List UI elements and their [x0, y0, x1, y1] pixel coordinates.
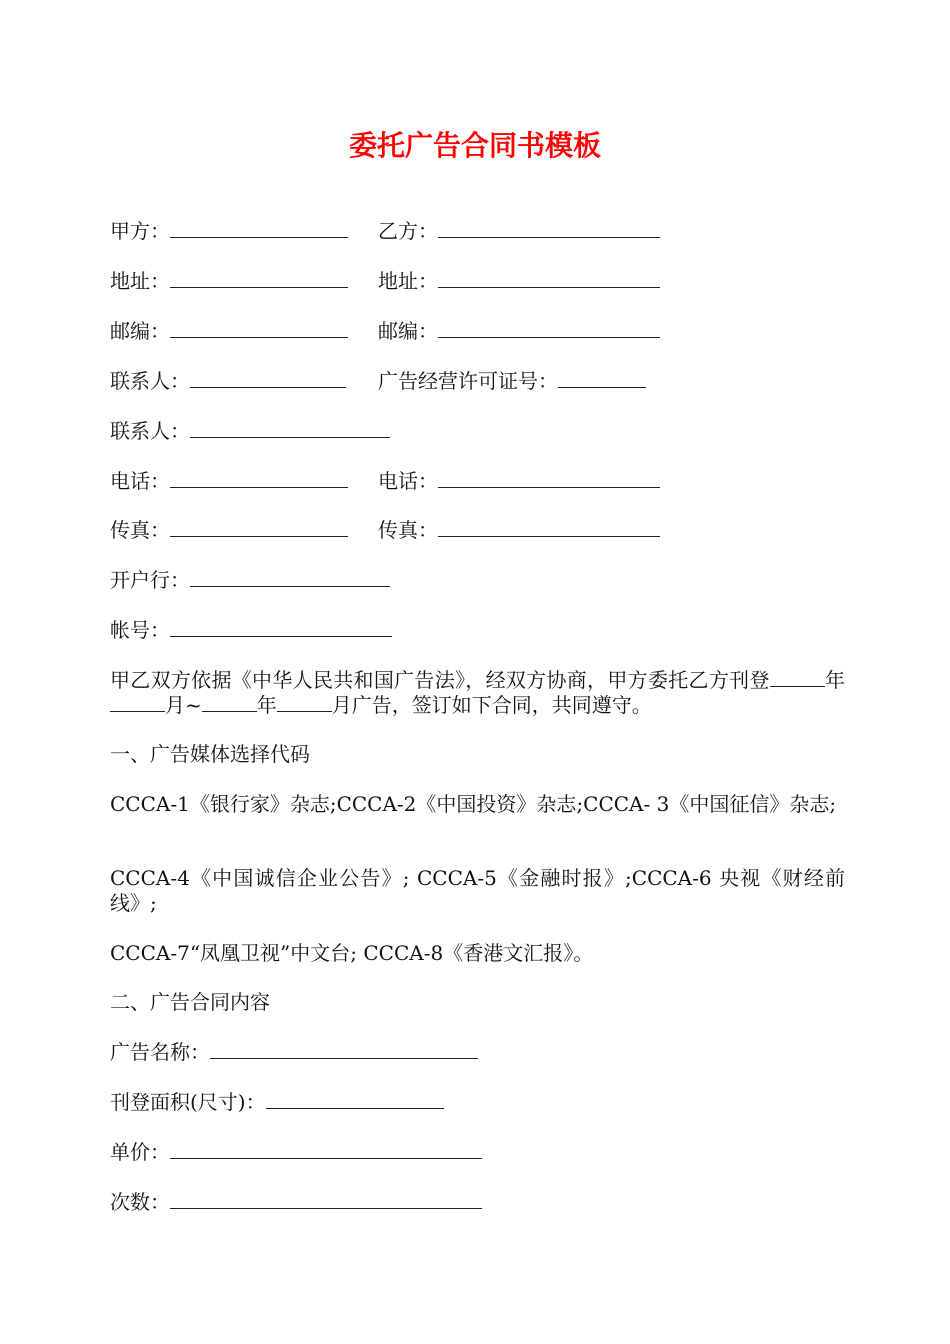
bank-row — [110, 568, 390, 593]
contact-a-blank[interactable] — [190, 369, 346, 388]
document-title: 委托广告合同书模板 — [348, 129, 601, 162]
bank-label: 开户行： — [110, 568, 190, 592]
unit-price-label: 单价： — [110, 1140, 170, 1164]
account-label: 帐号： — [110, 618, 170, 642]
section-heading-content: 二、广告合同内容 — [110, 990, 270, 1014]
unit-price-blank[interactable] — [170, 1140, 482, 1159]
media-codes-3: CCCA-7“凤凰卫视”中文台; CCCA-8《香港文汇报》。 — [110, 941, 594, 965]
postcode-a-row — [110, 319, 348, 344]
license-row — [378, 369, 646, 394]
area-row — [110, 1090, 444, 1115]
times-blank[interactable] — [170, 1190, 482, 1209]
party-row — [110, 219, 348, 244]
fax-b-label: 传真： — [378, 518, 438, 542]
start-year-blank[interactable] — [770, 668, 825, 687]
party-a-label: 甲方： — [110, 219, 170, 243]
phone-a-blank[interactable] — [170, 469, 348, 488]
contact-b-label: 联系人： — [110, 419, 190, 443]
license-blank[interactable] — [558, 369, 646, 388]
end-year-blank[interactable] — [202, 693, 257, 712]
phone-a-label: 电话： — [110, 469, 170, 493]
address-b-row — [378, 269, 660, 294]
fax-b-blank[interactable] — [438, 518, 660, 537]
ad-name-blank[interactable] — [210, 1040, 478, 1059]
phone-b-label: 电话： — [378, 469, 438, 493]
party-b-label: 乙方： — [378, 219, 438, 243]
phone-a-row — [110, 469, 348, 494]
contact-a-label: 联系人： — [110, 369, 190, 393]
unit-price-row — [110, 1140, 482, 1165]
account-row — [110, 618, 392, 643]
ad-name-row — [110, 1040, 478, 1065]
end-month-blank[interactable] — [277, 693, 332, 712]
license-label: 广告经营许可证号： — [378, 369, 558, 393]
intro-text: 甲乙双方依据《中华人民共和国广告法》，经双方协商，甲方委托乙方刊登 — [110, 668, 770, 692]
intro-paragraph — [110, 668, 845, 718]
postcode-b-blank[interactable] — [438, 319, 660, 338]
contact-b-row — [110, 419, 390, 444]
area-blank[interactable] — [266, 1090, 444, 1109]
fax-a-label: 传真： — [110, 518, 170, 542]
start-month-blank[interactable] — [110, 693, 165, 712]
contact-a-row — [110, 369, 346, 394]
phone-b-blank[interactable] — [438, 469, 660, 488]
area-label: 刊登面积(尺寸)： — [110, 1090, 266, 1114]
fax-b-row — [378, 518, 660, 543]
media-codes-1: CCCA-1《银行家》杂志;CCCA-2《中国投资》杂志;CCCA- 3《中国征信》杂志; — [110, 792, 837, 816]
address-b-label: 地址： — [378, 269, 438, 293]
postcode-b-row — [378, 319, 660, 344]
media-codes-2: CCCA-4《中国诚信企业公告》; CCCA-5《金融时报》;CCCA-6 央视《财经前线》; — [110, 866, 845, 915]
address-a-label: 地址： — [110, 269, 170, 293]
phone-b-row — [378, 469, 660, 494]
fax-a-blank[interactable] — [170, 518, 348, 537]
postcode-b-label: 邮编： — [378, 319, 438, 343]
postcode-a-label: 邮编： — [110, 319, 170, 343]
contact-b-blank[interactable] — [190, 419, 390, 438]
section-heading-media: 一、广告媒体选择代码 — [110, 742, 310, 766]
address-a-blank[interactable] — [170, 269, 348, 288]
times-row — [110, 1190, 482, 1215]
party-b-row — [378, 219, 660, 244]
ad-name-label: 广告名称： — [110, 1040, 210, 1064]
start-year-label: 年 — [824, 668, 846, 692]
account-blank[interactable] — [170, 618, 392, 637]
postcode-a-blank[interactable] — [170, 319, 348, 338]
end-year-label: 年 — [256, 693, 277, 717]
bank-blank[interactable] — [190, 568, 390, 587]
times-label: 次数： — [110, 1190, 170, 1214]
start-month-label: 月~ — [165, 693, 202, 717]
end-month-label: 月广告，签订如下合同，共同遵守。 — [331, 693, 652, 717]
address-a-row — [110, 269, 348, 294]
party-b-blank[interactable] — [438, 219, 660, 238]
party-a-blank[interactable] — [170, 219, 348, 238]
fax-a-row — [110, 518, 348, 543]
address-b-blank[interactable] — [438, 269, 660, 288]
